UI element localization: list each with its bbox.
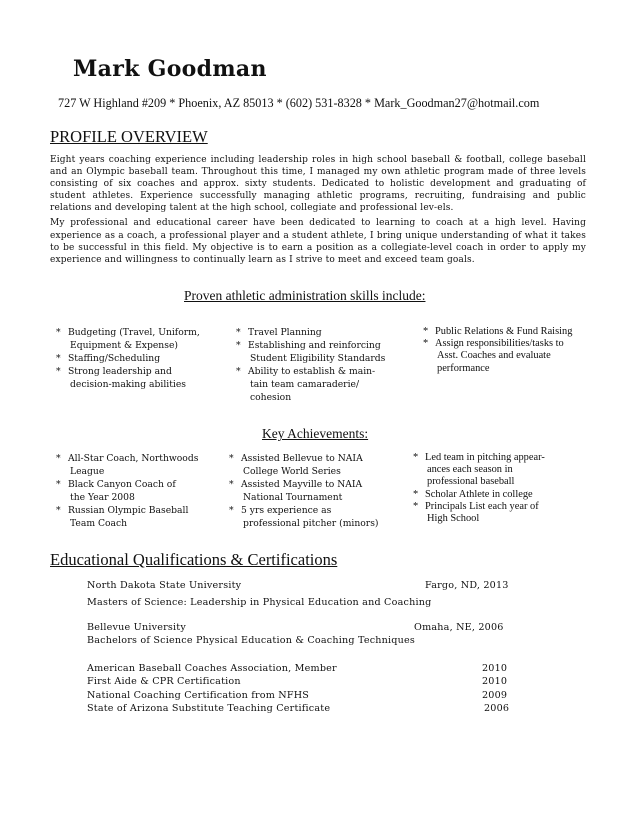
education-location: Omaha, NE, 2006 (414, 622, 504, 633)
achievements-column-1 (56, 452, 226, 530)
skills-column-1 (56, 326, 236, 391)
bullet-mark: * (56, 479, 61, 490)
bullet-line: tain team camaraderie/ (250, 379, 360, 390)
education-school: North Dakota State University (87, 580, 242, 591)
bullet-item (236, 339, 416, 365)
bullet-line: Strong leadership and (68, 366, 172, 377)
certification-year: 2009 (482, 690, 508, 701)
bullet-mark: * (423, 326, 429, 337)
bullet-mark: * (423, 338, 429, 350)
bullet-mark: * (56, 353, 61, 364)
bullet-mark: * (236, 340, 241, 351)
bullet-line: performance (437, 362, 490, 374)
education-location: Fargo, ND, 2013 (425, 580, 509, 591)
contact-line: 727 W Highland #209 * Phoenix, AZ 85013 * (602) 531-8328 * Mark_Goodman27@hotmail.com (58, 96, 540, 110)
bullet-item (413, 501, 593, 525)
profile-paragraph: My professional and educational career have been dedicated to learning to coach at a high level. Having experience as a coach, a professional player and a student athlete, I bring unique understanding of what it takes to be successful in this field. My objective is to earn a position as a collegiate-level coach in order to apply my experience and willingness to continually learn as I strive to meet and exceed team goals. (50, 218, 586, 265)
achievements-column-2 (229, 452, 409, 530)
bullet-line: Ability to establish & main- (248, 366, 376, 377)
education-degree: Bachelors of Science Physical Education & Coaching Techniques (87, 635, 416, 646)
bullet-line: League (70, 466, 105, 477)
bullet-line: Principals List each year of (425, 500, 539, 512)
bullet-mark: * (229, 453, 234, 464)
bullet-line: Travel Planning (248, 327, 322, 338)
education-degree: Masters of Science: Leadership in Physical Education and Coaching (87, 597, 432, 608)
bullet-item (423, 326, 598, 338)
bullet-item (56, 478, 226, 504)
bullet-line: High School (427, 513, 480, 525)
bullet-mark: * (413, 500, 419, 512)
bullet-item (413, 452, 593, 489)
bullet-line: Establishing and reinforcing (248, 340, 381, 351)
bullet-mark: * (236, 366, 241, 377)
bullet-line: Assisted Bellevue to NAIA (241, 453, 363, 464)
bullet-mark: * (229, 479, 234, 490)
certification-year: 2010 (482, 663, 508, 674)
bullet-item (423, 338, 598, 375)
bullet-mark: * (413, 488, 419, 500)
bullet-line: 5 yrs experience as (241, 505, 332, 516)
profile-heading: PROFILE OVERVIEW (50, 127, 208, 146)
bullet-line: All-Star Coach, Northwoods (68, 453, 199, 464)
bullet-line: Student Eligibility Standards (250, 353, 386, 364)
bullet-item (236, 326, 416, 339)
skills-column-2 (236, 326, 416, 404)
bullet-item (236, 365, 416, 404)
bullet-mark: * (229, 505, 234, 516)
achievements-heading: Key Achievements: (262, 426, 369, 441)
bullet-line: Black Canyon Coach of (68, 479, 176, 490)
bullet-item (56, 326, 236, 352)
bullet-line: College World Series (243, 466, 341, 477)
achievements-column-3 (413, 452, 593, 525)
bullet-mark: * (56, 327, 61, 338)
bullet-item (413, 489, 593, 501)
bullet-line: Team Coach (70, 518, 128, 529)
bullet-item (56, 504, 226, 530)
bullet-line: Staffing/Scheduling (68, 353, 161, 364)
certification-name: State of Arizona Substitute Teaching Certificate (87, 703, 331, 714)
skills-heading: Proven athletic administration skills include: (184, 288, 426, 303)
education-heading: Educational Qualifications & Certifications (50, 550, 338, 569)
certification-name: First Aide & CPR Certification (87, 676, 241, 687)
applicant-name: Mark Goodman (73, 56, 267, 82)
skills-column-3 (423, 326, 598, 375)
profile-paragraph: Eight years coaching experience including leadership roles in high school baseball & football, college baseball and an Olympic baseball team. Throughout this time, I managed my own athletic program made of three levels consisting of six coaches and approx. sixty students. Dedicated to holistic development and graduating of student athletes. Experience successfully managing athletic programs, recruiting, fundraising and public relations and developing talent at the high school, collegiate and professional lev-els. (50, 155, 586, 214)
bullet-line: professional pitcher (minors) (243, 518, 379, 529)
bullet-item (229, 452, 409, 478)
bullet-line: Led team in pitching appear- (425, 452, 545, 463)
bullet-line: Assign responsibilities/tasks to (435, 338, 564, 350)
bullet-item (229, 478, 409, 504)
bullet-item (56, 452, 226, 478)
bullet-mark: * (413, 452, 419, 463)
certification-year: 2006 (484, 703, 510, 714)
bullet-line: National Tournament (243, 492, 343, 503)
bullet-line: the Year 2008 (70, 492, 135, 503)
certification-name: National Coaching Certification from NFHS (87, 690, 310, 701)
bullet-mark: * (236, 327, 241, 338)
profile-summary (50, 154, 586, 266)
certification-name: American Baseball Coaches Association, Member (87, 663, 337, 674)
bullet-line: cohesion (250, 392, 292, 403)
bullet-item (229, 504, 409, 530)
bullet-line: ances each season in (427, 464, 513, 476)
bullet-line: professional baseball (427, 476, 515, 488)
bullet-line: Asst. Coaches and evaluate (437, 350, 551, 362)
bullet-line: Budgeting (Travel, Uniform, (68, 327, 200, 338)
bullet-mark: * (56, 453, 61, 464)
bullet-mark: * (56, 505, 61, 516)
bullet-line: decision-making abilities (70, 379, 186, 390)
bullet-mark: * (56, 366, 61, 377)
education-school: Bellevue University (87, 622, 186, 633)
bullet-line: Scholar Athlete in college (425, 488, 533, 500)
bullet-line: Assisted Mayville to NAIA (241, 479, 363, 490)
bullet-line: Russian Olympic Baseball (68, 505, 189, 516)
bullet-line: Equipment & Expense) (70, 340, 178, 351)
certification-year: 2010 (482, 676, 508, 687)
bullet-line: Public Relations & Fund Raising (435, 326, 573, 337)
bullet-item (56, 365, 236, 391)
bullet-item (56, 352, 236, 365)
